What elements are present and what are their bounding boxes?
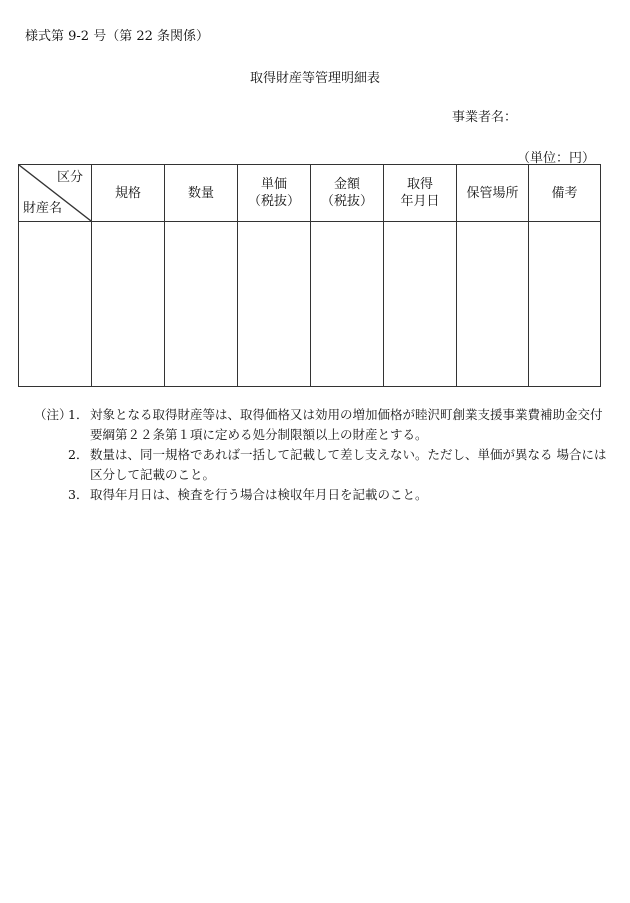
cell-quantity[interactable] — [165, 222, 238, 387]
cell-spec[interactable] — [92, 222, 165, 387]
header-label: 単価 — [260, 177, 287, 192]
cell-asset-name[interactable] — [19, 222, 92, 387]
cell-unit-price[interactable] — [238, 222, 311, 387]
header-sublabel: （税抜） — [247, 194, 300, 209]
note-number: 1． — [68, 407, 89, 422]
header-quantity — [165, 165, 238, 222]
unit-label: （単位：円） — [516, 151, 595, 166]
cell-storage-location[interactable] — [457, 222, 529, 387]
cell-amount[interactable] — [311, 222, 384, 387]
note-text: 取得年月日は、検査を行う場合は検収年月日を記載のこと。 — [90, 487, 428, 502]
document-title: 取得財産等管理明細表 — [249, 71, 380, 86]
note-item — [34, 445, 610, 485]
cell-acquisition-date[interactable] — [384, 222, 457, 387]
header-sublabel: （税抜） — [320, 194, 373, 209]
header-amount — [311, 165, 384, 222]
header-unit-price — [238, 165, 311, 222]
cell-remarks[interactable] — [529, 222, 601, 387]
header-acquisition-date — [384, 165, 457, 222]
header-label: 規格 — [114, 185, 141, 201]
header-spec — [92, 165, 165, 222]
business-name-label: 事業者名： — [452, 110, 518, 125]
asset-name-label: 財産名 — [23, 201, 63, 216]
asset-table — [18, 164, 601, 387]
header-storage-location — [457, 165, 529, 222]
header-label: 備考 — [551, 185, 578, 201]
category-label: 区分 — [56, 170, 83, 185]
header-label: 取得 — [406, 177, 433, 192]
header-remarks — [529, 165, 601, 222]
table-header-row — [19, 165, 601, 222]
note-text: 対象となる取得財産等は、取得価格又は効用の増加価格が睦沢町創業支援事業費補助金交付要綱第２２条第１項に定める処分制限額以上の財産とする。 — [90, 407, 603, 442]
note-item — [34, 405, 610, 445]
note-item — [34, 485, 610, 505]
note-number: 2． — [68, 447, 89, 462]
notes-prefix: （注） — [34, 407, 72, 422]
header-sublabel: 年月日 — [400, 194, 440, 209]
note-text: 数量は、同一規格であれば一括して記載して差し支えない。ただし、単価が異なる 場合には区分して記載のこと。 — [90, 447, 607, 482]
header-diagonal-cell — [19, 165, 92, 222]
note-number: 3． — [68, 487, 89, 502]
table-row — [19, 222, 601, 387]
header-label: 数量 — [187, 185, 214, 201]
form-number: 様式第 9-2 号（第 22 条関係） — [25, 29, 210, 44]
header-label: 保管場所 — [466, 185, 519, 201]
header-label: 金額 — [333, 177, 360, 192]
notes-section — [34, 405, 610, 505]
